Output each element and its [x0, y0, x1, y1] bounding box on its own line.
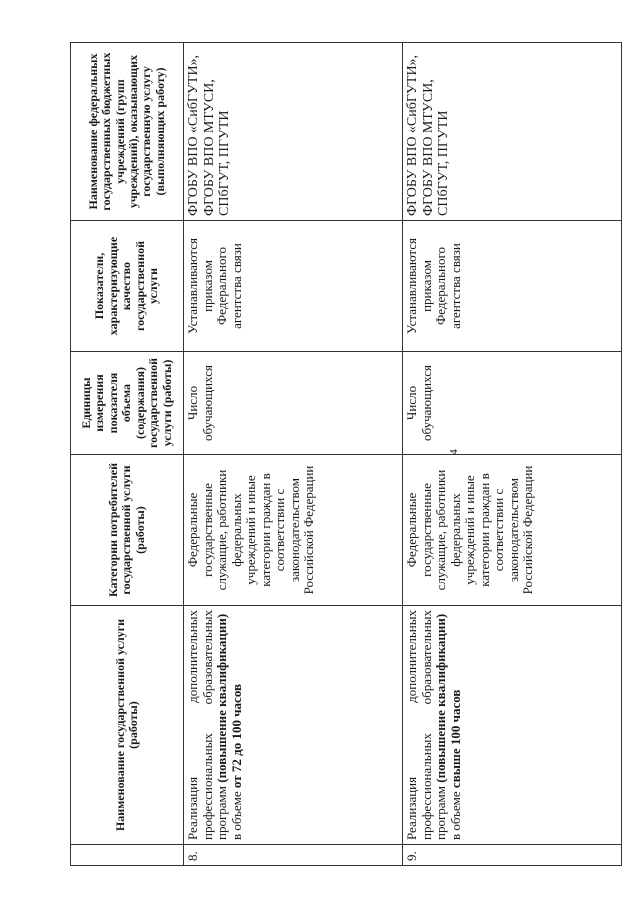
unit-of-measure: Число обучающихся — [403, 352, 622, 455]
service-volume-prefix: в объеме — [447, 791, 463, 840]
header-consumers: Категории потребителей государственной услуги (работы) — [71, 455, 184, 606]
row-number: 9. — [403, 845, 622, 866]
institutions: ФГОБУ ВПО «СибГУТИ», ФГОБУ ВПО МТУСИ, СПбГУТ, ПГУТИ — [184, 43, 403, 221]
service-volume-bold: от 72 до 100 часов — [228, 683, 244, 789]
service-volume-prefix: в объеме — [228, 791, 244, 840]
header-unit: Единицы измерения показателя объема (содержания) государственной услуги (работы) — [71, 352, 184, 455]
table-row — [403, 43, 622, 866]
service-volume-bold: свыше 100 часов — [447, 689, 463, 789]
page-number: 4 — [448, 449, 460, 455]
service-name-bold: (повышение квалификации) — [433, 613, 449, 783]
service-name-bold: (повышение квалификации) — [214, 613, 230, 783]
quality-indicators: Устанавливаются приказом Федерального агентства связи — [403, 221, 622, 352]
rotated-table-wrapper — [70, 43, 621, 866]
services-table — [70, 42, 622, 866]
unit-of-measure: Число обучающихся — [184, 352, 403, 455]
header-quality: Показатели, характеризующие качество государственной услуги — [71, 221, 184, 352]
institutions: ФГОБУ ВПО «СибГУТИ», ФГОБУ ВПО МТУСИ, СПбГУТ, ПГУТИ — [403, 43, 622, 221]
quality-indicators: Устанавливаются приказом Федерального агентства связи — [184, 221, 403, 352]
header-institutions: Наименование федеральных государственных бюджетных учреждений (групп учреждений), оказывающих государственную услугу (выполняющих работу) — [71, 43, 184, 221]
table-row — [184, 43, 403, 866]
service-name — [403, 606, 622, 845]
service-name-text: Реализация дополнительных профессиональных образовательных программ — [404, 610, 449, 840]
table-header-row — [71, 43, 184, 866]
row-number: 8. — [184, 845, 403, 866]
service-name-text: Реализация дополнительных профессиональных образовательных программ — [185, 610, 230, 840]
header-service-name: Наименование государственной услуги (работы) — [71, 606, 184, 845]
consumer-category: Федеральные государственные служащие, работники федеральных учреждений и иные категории граждан в соответствии с законодательством Российской Федерации — [403, 455, 622, 606]
header-num — [71, 845, 184, 866]
service-name — [184, 606, 403, 845]
consumer-category: Федеральные государственные служащие, работники федеральных учреждений и иные категории граждан в соответствии с законодательством Российской Федерации — [184, 455, 403, 606]
